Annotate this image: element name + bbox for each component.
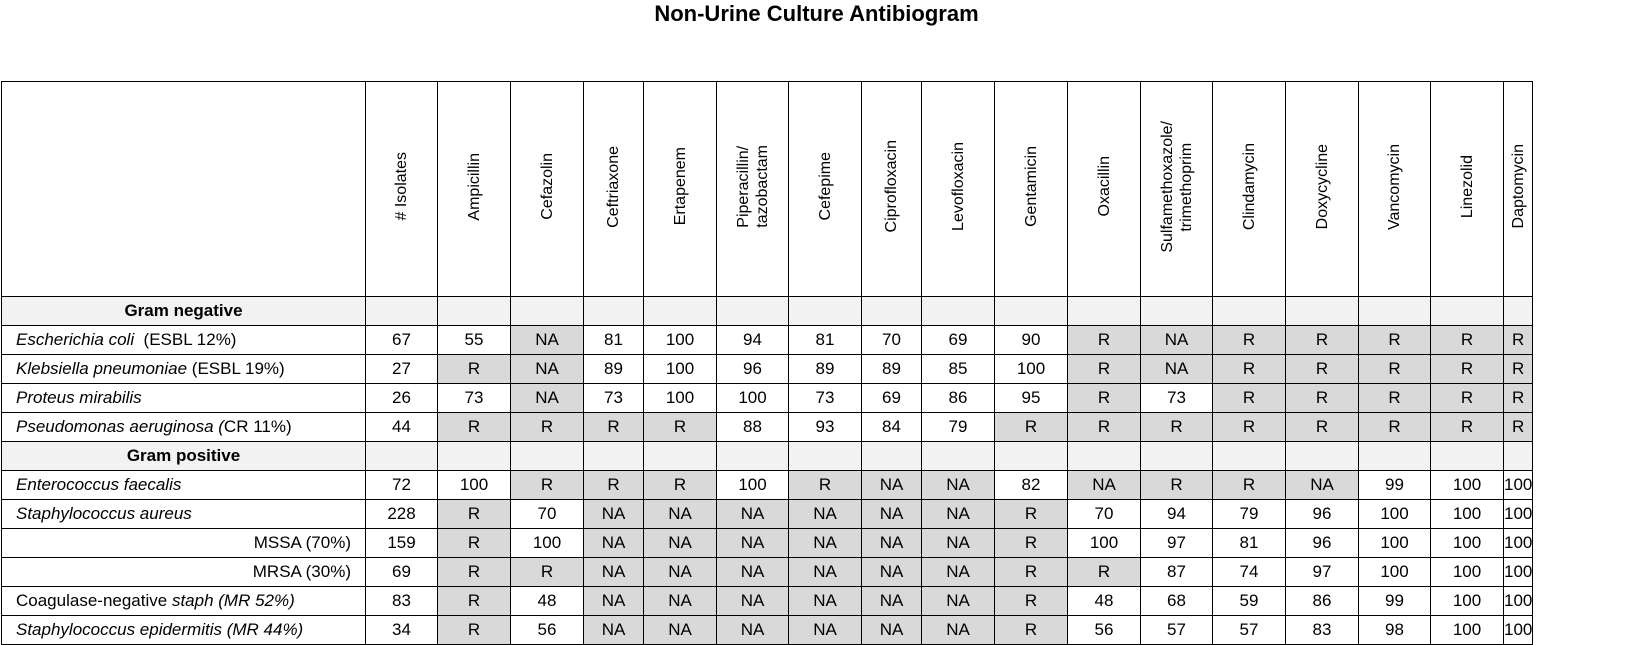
- column-header-label: Daptomycin: [1509, 144, 1527, 229]
- susceptibility-cell: 57: [1213, 616, 1286, 645]
- section-label: Gram negative: [2, 297, 366, 326]
- susceptibility-cell: 96: [717, 355, 789, 384]
- section-row: [2, 297, 1533, 326]
- empty-cell: [995, 442, 1068, 471]
- susceptibility-cell: 100: [644, 384, 717, 413]
- empty-cell: [995, 297, 1068, 326]
- susceptibility-cell: 100: [1504, 500, 1533, 529]
- susceptibility-cell: NA: [922, 616, 995, 645]
- susceptibility-cell: 86: [1286, 587, 1359, 616]
- organism-name: Klebsiella pneumoniae (ESBL 19%): [2, 355, 366, 384]
- empty-cell: [1068, 442, 1141, 471]
- susceptibility-cell: NA: [644, 558, 717, 587]
- column-header-label: Linezolid: [1458, 154, 1476, 219]
- column-header-doxycycline: [1286, 82, 1359, 297]
- susceptibility-cell: R: [1141, 471, 1213, 500]
- susceptibility-cell: 228: [366, 500, 438, 529]
- susceptibility-cell: R: [1068, 558, 1141, 587]
- susceptibility-cell: NA: [862, 558, 922, 587]
- susceptibility-cell: R: [1213, 471, 1286, 500]
- susceptibility-cell: 82: [995, 471, 1068, 500]
- susceptibility-cell: R: [995, 413, 1068, 442]
- susceptibility-cell: 70: [862, 326, 922, 355]
- susceptibility-cell: 55: [438, 326, 511, 355]
- susceptibility-cell: NA: [789, 558, 862, 587]
- susceptibility-cell: NA: [584, 558, 644, 587]
- empty-cell: [862, 297, 922, 326]
- susceptibility-cell: NA: [1141, 326, 1213, 355]
- column-header-levofloxacin: [922, 82, 995, 297]
- susceptibility-cell: R: [1141, 413, 1213, 442]
- susceptibility-cell: 70: [1068, 500, 1141, 529]
- susceptibility-cell: 83: [366, 587, 438, 616]
- empty-cell: [1068, 297, 1141, 326]
- susceptibility-cell: 98: [1359, 616, 1431, 645]
- susceptibility-cell: 95: [995, 384, 1068, 413]
- organism-name: Staphylococcus aureus: [2, 500, 366, 529]
- susceptibility-cell: 85: [922, 355, 995, 384]
- column-header-label: Ciprofloxacin: [883, 140, 900, 233]
- susceptibility-cell: NA: [922, 558, 995, 587]
- susceptibility-cell: R: [584, 471, 644, 500]
- column-header-label: Gentamicin: [1022, 146, 1040, 227]
- empty-cell: [1504, 442, 1533, 471]
- susceptibility-cell: NA: [644, 587, 717, 616]
- susceptibility-cell: R: [1213, 384, 1286, 413]
- column-header-isolates: [366, 82, 438, 297]
- susceptibility-cell: R: [995, 529, 1068, 558]
- table-body: [2, 297, 1533, 645]
- susceptibility-cell: 73: [789, 384, 862, 413]
- empty-cell: [644, 442, 717, 471]
- susceptibility-cell: NA: [511, 384, 584, 413]
- susceptibility-cell: 100: [1504, 616, 1533, 645]
- empty-cell: [922, 297, 995, 326]
- empty-cell: [1286, 297, 1359, 326]
- organism-name: MRSA (30%): [2, 558, 366, 587]
- organism-name: MSSA (70%): [2, 529, 366, 558]
- empty-cell: [644, 297, 717, 326]
- susceptibility-cell: 94: [717, 326, 789, 355]
- susceptibility-cell: R: [438, 558, 511, 587]
- susceptibility-cell: NA: [717, 529, 789, 558]
- column-header-oxacillin: [1068, 82, 1141, 297]
- susceptibility-cell: R: [1359, 384, 1431, 413]
- column-header-label: Doxycycline: [1313, 143, 1331, 230]
- susceptibility-cell: R: [1431, 326, 1504, 355]
- empty-cell: [366, 297, 438, 326]
- susceptibility-cell: 86: [922, 384, 995, 413]
- organism-row: [2, 471, 1533, 500]
- susceptibility-cell: 79: [922, 413, 995, 442]
- column-header-label: Ertapenem: [671, 147, 689, 226]
- susceptibility-cell: NA: [717, 587, 789, 616]
- susceptibility-cell: R: [644, 413, 717, 442]
- susceptibility-cell: NA: [1141, 355, 1213, 384]
- susceptibility-cell: NA: [644, 500, 717, 529]
- empty-cell: [717, 297, 789, 326]
- susceptibility-cell: 97: [1141, 529, 1213, 558]
- organism-row: [2, 500, 1533, 529]
- susceptibility-cell: NA: [789, 529, 862, 558]
- susceptibility-cell: R: [1213, 326, 1286, 355]
- empty-cell: [438, 442, 511, 471]
- empty-cell: [922, 442, 995, 471]
- susceptibility-cell: R: [438, 355, 511, 384]
- susceptibility-cell: 93: [789, 413, 862, 442]
- column-header-clindamycin: [1213, 82, 1286, 297]
- susceptibility-cell: NA: [584, 529, 644, 558]
- susceptibility-cell: R: [1504, 355, 1533, 384]
- susceptibility-cell: 100: [1504, 587, 1533, 616]
- susceptibility-cell: 73: [584, 384, 644, 413]
- susceptibility-cell: 56: [511, 616, 584, 645]
- organism-row: [2, 413, 1533, 442]
- susceptibility-cell: 44: [366, 413, 438, 442]
- susceptibility-cell: R: [1504, 326, 1533, 355]
- susceptibility-cell: 94: [1141, 500, 1213, 529]
- susceptibility-cell: 96: [1286, 529, 1359, 558]
- empty-cell: [862, 442, 922, 471]
- column-header-cefazolin: [511, 82, 584, 297]
- susceptibility-cell: 100: [1431, 616, 1504, 645]
- susceptibility-cell: 89: [862, 355, 922, 384]
- susceptibility-cell: NA: [717, 500, 789, 529]
- susceptibility-cell: NA: [511, 326, 584, 355]
- susceptibility-cell: 27: [366, 355, 438, 384]
- susceptibility-cell: NA: [789, 500, 862, 529]
- organism-row: [2, 355, 1533, 384]
- empty-cell: [584, 297, 644, 326]
- susceptibility-cell: NA: [922, 587, 995, 616]
- susceptibility-cell: 100: [995, 355, 1068, 384]
- susceptibility-cell: R: [995, 587, 1068, 616]
- susceptibility-cell: 159: [366, 529, 438, 558]
- organism-row: [2, 587, 1533, 616]
- susceptibility-cell: R: [1213, 355, 1286, 384]
- susceptibility-cell: 69: [366, 558, 438, 587]
- susceptibility-cell: 83: [1286, 616, 1359, 645]
- susceptibility-cell: NA: [644, 529, 717, 558]
- empty-cell: [511, 442, 584, 471]
- susceptibility-cell: NA: [862, 587, 922, 616]
- susceptibility-cell: NA: [862, 529, 922, 558]
- susceptibility-cell: 100: [511, 529, 584, 558]
- column-header-sulfamethoxazole-trimethoprim: [1141, 82, 1213, 297]
- susceptibility-cell: R: [1068, 384, 1141, 413]
- empty-cell: [1141, 297, 1213, 326]
- susceptibility-cell: 57: [1141, 616, 1213, 645]
- susceptibility-cell: 69: [862, 384, 922, 413]
- susceptibility-cell: 70: [511, 500, 584, 529]
- susceptibility-cell: 100: [1359, 558, 1431, 587]
- antibiogram-table: [1, 81, 1533, 645]
- susceptibility-cell: 96: [1286, 500, 1359, 529]
- susceptibility-cell: 79: [1213, 500, 1286, 529]
- susceptibility-cell: R: [584, 413, 644, 442]
- susceptibility-cell: 100: [1504, 558, 1533, 587]
- susceptibility-cell: 100: [1504, 529, 1533, 558]
- column-header-label: Sulfamethoxazole/ trimethoprim: [1158, 120, 1195, 253]
- susceptibility-cell: 72: [366, 471, 438, 500]
- susceptibility-cell: NA: [1286, 471, 1359, 500]
- empty-cell: [1431, 442, 1504, 471]
- susceptibility-cell: R: [995, 558, 1068, 587]
- susceptibility-cell: NA: [584, 616, 644, 645]
- susceptibility-cell: R: [438, 616, 511, 645]
- susceptibility-cell: NA: [584, 587, 644, 616]
- empty-cell: [1359, 297, 1431, 326]
- susceptibility-cell: NA: [922, 529, 995, 558]
- organism-name: Staphylococcus epidermitis (MR 44%): [2, 616, 366, 645]
- susceptibility-cell: R: [511, 413, 584, 442]
- susceptibility-cell: R: [1431, 355, 1504, 384]
- susceptibility-cell: R: [438, 413, 511, 442]
- organism-name: Escherichia coli (ESBL 12%): [2, 326, 366, 355]
- susceptibility-cell: 26: [366, 384, 438, 413]
- susceptibility-cell: 99: [1359, 471, 1431, 500]
- susceptibility-cell: R: [1504, 413, 1533, 442]
- column-header-cefepime: [789, 82, 862, 297]
- susceptibility-cell: 100: [438, 471, 511, 500]
- organism-row: [2, 384, 1533, 413]
- organism-name: Enterococcus faecalis: [2, 471, 366, 500]
- susceptibility-cell: 48: [511, 587, 584, 616]
- susceptibility-cell: R: [1286, 413, 1359, 442]
- organism-row: [2, 558, 1533, 587]
- susceptibility-cell: 100: [717, 471, 789, 500]
- susceptibility-cell: R: [438, 529, 511, 558]
- column-header-label: Cefepime: [816, 152, 834, 221]
- empty-cell: [1213, 297, 1286, 326]
- susceptibility-cell: 74: [1213, 558, 1286, 587]
- empty-cell: [789, 297, 862, 326]
- susceptibility-cell: NA: [862, 616, 922, 645]
- susceptibility-cell: NA: [862, 500, 922, 529]
- section-label: Gram positive: [2, 442, 366, 471]
- susceptibility-cell: 100: [1431, 529, 1504, 558]
- susceptibility-cell: 100: [1068, 529, 1141, 558]
- susceptibility-cell: 99: [1359, 587, 1431, 616]
- susceptibility-cell: NA: [584, 500, 644, 529]
- susceptibility-cell: R: [1286, 326, 1359, 355]
- susceptibility-cell: NA: [717, 616, 789, 645]
- column-header-piperacillin-tazobactam: [717, 82, 789, 297]
- column-header-ceftriaxone: [584, 82, 644, 297]
- column-header-label: Clindamycin: [1240, 142, 1258, 231]
- column-header-label: Ceftriaxone: [605, 145, 622, 228]
- susceptibility-cell: 81: [789, 326, 862, 355]
- empty-cell: [789, 442, 862, 471]
- susceptibility-cell: 100: [1431, 471, 1504, 500]
- susceptibility-cell: R: [438, 500, 511, 529]
- susceptibility-cell: R: [1359, 413, 1431, 442]
- empty-cell: [584, 442, 644, 471]
- susceptibility-cell: NA: [717, 558, 789, 587]
- empty-cell: [1504, 297, 1533, 326]
- page-title: Non-Urine Culture Antibiogram: [654, 1, 979, 26]
- susceptibility-cell: R: [1068, 413, 1141, 442]
- section-row: [2, 442, 1533, 471]
- susceptibility-cell: 87: [1141, 558, 1213, 587]
- susceptibility-cell: 100: [1431, 558, 1504, 587]
- susceptibility-cell: NA: [511, 355, 584, 384]
- susceptibility-cell: 89: [584, 355, 644, 384]
- susceptibility-cell: NA: [789, 587, 862, 616]
- column-header-ertapenem: [644, 82, 717, 297]
- susceptibility-cell: 97: [1286, 558, 1359, 587]
- empty-cell: [1213, 442, 1286, 471]
- column-header-vancomycin: [1359, 82, 1431, 297]
- susceptibility-cell: NA: [644, 616, 717, 645]
- susceptibility-cell: R: [1431, 413, 1504, 442]
- susceptibility-cell: R: [511, 558, 584, 587]
- susceptibility-cell: R: [1359, 326, 1431, 355]
- susceptibility-cell: R: [644, 471, 717, 500]
- empty-cell: [366, 442, 438, 471]
- column-header-label: Vancomycin: [1386, 143, 1403, 230]
- susceptibility-cell: R: [1068, 355, 1141, 384]
- organism-row: [2, 326, 1533, 355]
- susceptibility-cell: 69: [922, 326, 995, 355]
- column-header-gentamicin: [995, 82, 1068, 297]
- organism-row: [2, 529, 1533, 558]
- column-header-label: Oxacillin: [1095, 156, 1113, 217]
- susceptibility-cell: R: [438, 587, 511, 616]
- susceptibility-cell: 100: [644, 355, 717, 384]
- header-row: [2, 82, 1533, 297]
- susceptibility-cell: 73: [438, 384, 511, 413]
- susceptibility-cell: 68: [1141, 587, 1213, 616]
- empty-cell: [1431, 297, 1504, 326]
- susceptibility-cell: R: [995, 500, 1068, 529]
- column-header-linezolid: [1431, 82, 1504, 297]
- empty-cell: [1141, 442, 1213, 471]
- susceptibility-cell: 100: [644, 326, 717, 355]
- susceptibility-cell: R: [511, 471, 584, 500]
- column-header-daptomycin: [1504, 82, 1533, 297]
- empty-cell: [511, 297, 584, 326]
- empty-cell: [438, 297, 511, 326]
- susceptibility-cell: R: [1068, 326, 1141, 355]
- susceptibility-cell: 81: [1213, 529, 1286, 558]
- susceptibility-cell: R: [1504, 384, 1533, 413]
- susceptibility-cell: R: [1213, 413, 1286, 442]
- susceptibility-cell: R: [1286, 355, 1359, 384]
- susceptibility-cell: 67: [366, 326, 438, 355]
- susceptibility-cell: R: [995, 616, 1068, 645]
- susceptibility-cell: 88: [717, 413, 789, 442]
- susceptibility-cell: 100: [1359, 500, 1431, 529]
- empty-cell: [1359, 442, 1431, 471]
- column-header-label: Piperacillin/ tazobactam: [734, 145, 771, 228]
- susceptibility-cell: NA: [922, 471, 995, 500]
- susceptibility-cell: 100: [1431, 500, 1504, 529]
- susceptibility-cell: R: [789, 471, 862, 500]
- susceptibility-cell: 56: [1068, 616, 1141, 645]
- column-header-label: Cefazolin: [538, 153, 556, 220]
- susceptibility-cell: 100: [1359, 529, 1431, 558]
- susceptibility-cell: 84: [862, 413, 922, 442]
- organism-row: [2, 616, 1533, 645]
- susceptibility-cell: 100: [717, 384, 789, 413]
- column-header-label: # Isolates: [393, 152, 410, 221]
- susceptibility-cell: R: [1286, 384, 1359, 413]
- susceptibility-cell: 34: [366, 616, 438, 645]
- susceptibility-cell: R: [1431, 384, 1504, 413]
- susceptibility-cell: 100: [1431, 587, 1504, 616]
- empty-cell: [717, 442, 789, 471]
- susceptibility-cell: NA: [862, 471, 922, 500]
- susceptibility-cell: 48: [1068, 587, 1141, 616]
- susceptibility-cell: 59: [1213, 587, 1286, 616]
- column-header-label: Levofloxacin: [949, 142, 967, 231]
- column-header-ciprofloxacin: [862, 82, 922, 297]
- empty-cell: [1286, 442, 1359, 471]
- susceptibility-cell: NA: [922, 500, 995, 529]
- organism-name: Pseudomonas aeruginosa (CR 11%): [2, 413, 366, 442]
- susceptibility-cell: 90: [995, 326, 1068, 355]
- column-header-label: Ampicillin: [465, 152, 483, 221]
- susceptibility-cell: 73: [1141, 384, 1213, 413]
- susceptibility-cell: 100: [1504, 471, 1533, 500]
- organism-name: Proteus mirabilis: [2, 384, 366, 413]
- corner-cell: [2, 82, 366, 297]
- susceptibility-cell: 89: [789, 355, 862, 384]
- organism-name: Coagulase-negative staph (MR 52%): [2, 587, 366, 616]
- susceptibility-cell: 81: [584, 326, 644, 355]
- susceptibility-cell: NA: [789, 616, 862, 645]
- susceptibility-cell: NA: [1068, 471, 1141, 500]
- column-header-ampicillin: [438, 82, 511, 297]
- susceptibility-cell: R: [1359, 355, 1431, 384]
